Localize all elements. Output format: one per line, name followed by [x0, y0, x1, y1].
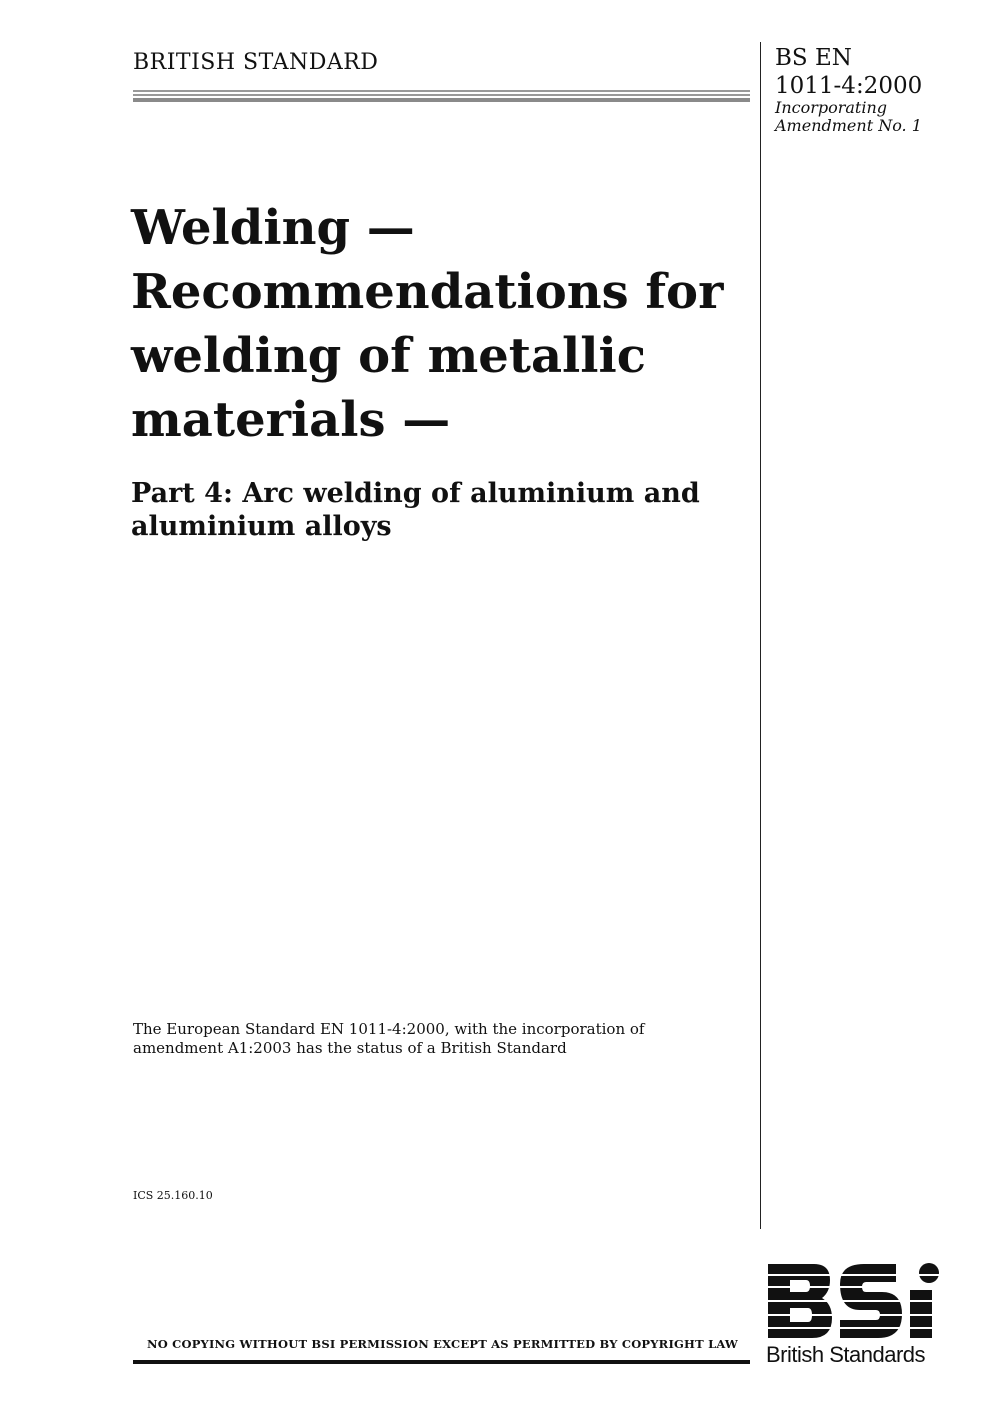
series-label: BRITISH STANDARD — [133, 50, 379, 75]
amendment-line1: Incorporating — [775, 98, 888, 117]
status-line-1: The European Standard EN 1011-4:2000, with the incorporation of — [133, 1020, 645, 1038]
amendment-line2: Amendment No. 1 — [775, 116, 922, 135]
title-line-4: materials — — [131, 392, 451, 448]
status-statement — [133, 1020, 693, 1058]
status-line-2: amendment A1:2003 has the status of a British Standard — [133, 1039, 567, 1057]
vertical-divider — [760, 42, 761, 1229]
ics-code: ICS 25.160.10 — [133, 1189, 213, 1202]
title-line-3: welding of metallic — [131, 328, 646, 384]
amendment-note — [775, 99, 922, 135]
standard-number — [775, 44, 922, 100]
footer-rule — [133, 1360, 750, 1364]
standard-number-line1: BS EN — [775, 45, 852, 71]
document-title — [131, 196, 741, 452]
logo-tagline: British Standards — [766, 1342, 926, 1367]
standard-number-line2: 1011-4:2000 — [775, 73, 923, 99]
title-line-2: Recommendations for — [131, 264, 724, 320]
document-subtitle — [131, 477, 751, 543]
copyright-notice: NO COPYING WITHOUT BSI PERMISSION EXCEPT AS PERMITTED BY COPYRIGHT LAW — [147, 1337, 739, 1351]
title-line-1: Welding — — [131, 200, 415, 256]
subtitle-line-2: aluminium alloys — [131, 511, 392, 542]
header-rules — [133, 90, 750, 104]
bsi-logo — [766, 1262, 946, 1370]
subtitle-line-1: Part 4: Arc welding of aluminium and — [131, 478, 700, 509]
bsi-logo-mark — [766, 1262, 946, 1340]
